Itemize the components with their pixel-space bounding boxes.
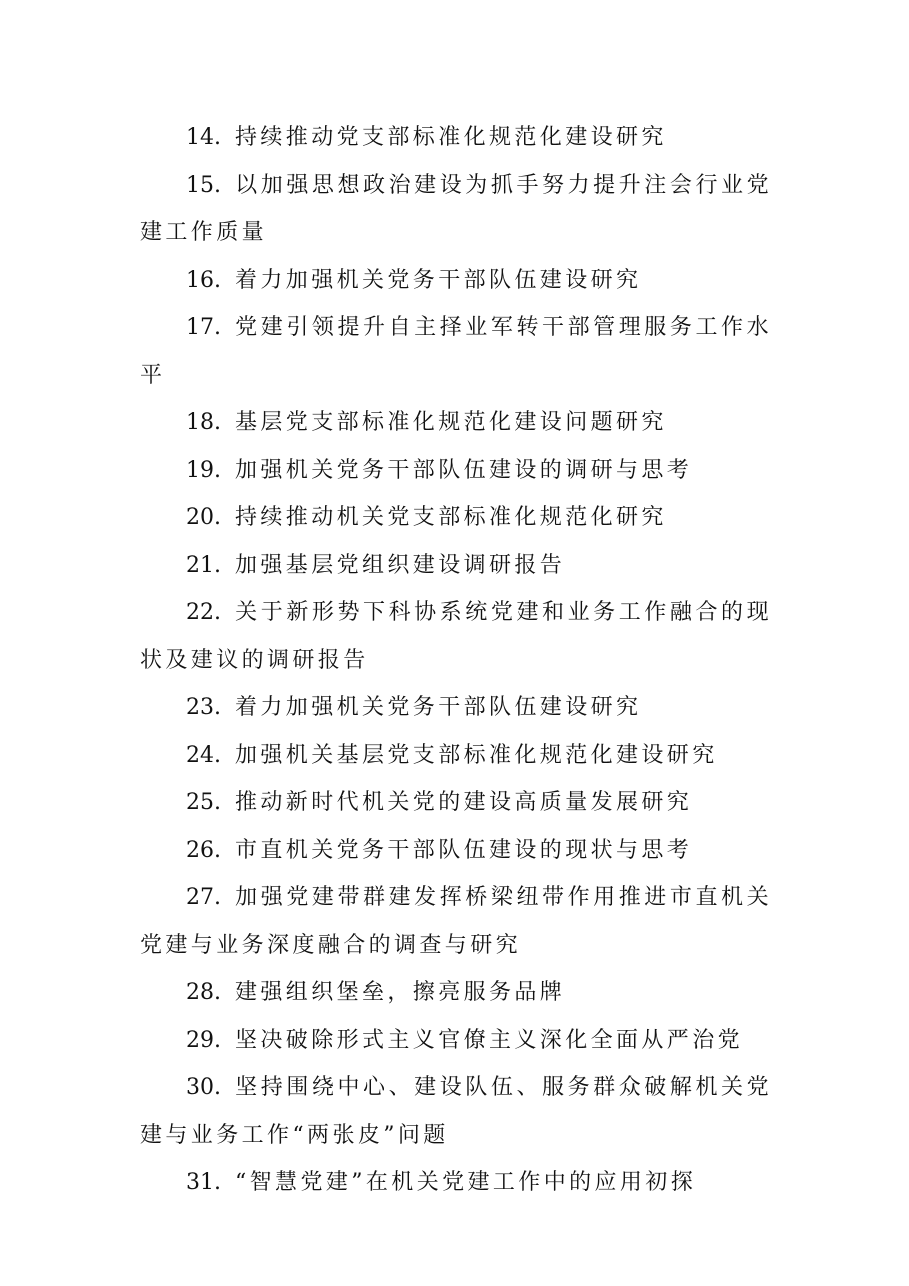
- list-item: [140, 162, 772, 257]
- item-text: 建强组织堡垒，擦亮服务品牌: [235, 980, 566, 1005]
- item-text: 着力加强机关党务干部队伍建设研究: [235, 695, 642, 720]
- list-item: [140, 874, 772, 969]
- item-number: 21.: [186, 552, 221, 578]
- list-item: [140, 589, 772, 684]
- item-text: 推动新时代机关党的建设高质量发展研究: [235, 790, 693, 815]
- item-number: 25.: [186, 790, 221, 815]
- item-number: 19.: [186, 457, 221, 483]
- item-text: 加强机关党务干部队伍建设的调研与思考: [235, 457, 693, 483]
- item-text: 市直机关党务干部队伍建设的现状与思考: [235, 837, 693, 863]
- item-number: 20.: [186, 505, 221, 530]
- item-number: 16.: [186, 267, 221, 293]
- item-text: 基层党支部标准化规范化建设问题研究: [235, 410, 667, 435]
- list-item: [140, 969, 772, 1017]
- item-text: 持续推动机关党支部标准化规范化研究: [235, 505, 667, 530]
- item-number: 31.: [186, 1170, 221, 1195]
- item-text: 加强基层党组织建设调研报告: [235, 552, 566, 578]
- item-text: 党建引领提升自主择业军转干部管理服务工作水平: [140, 315, 772, 388]
- item-number: 15.: [186, 172, 221, 198]
- list-item: [140, 257, 772, 305]
- list-item: [140, 1159, 772, 1207]
- item-number: 28.: [186, 980, 221, 1005]
- item-number: 14.: [186, 125, 221, 150]
- item-text: 以加强思想政治建设为抓手努力提升注会行业党建工作质量: [140, 172, 772, 245]
- item-text: “智慧党建”在机关党建工作中的应用初探: [235, 1170, 697, 1195]
- list-item: [140, 827, 772, 875]
- list-item: [140, 542, 772, 590]
- item-text: 持续推动党支部标准化规范化建设研究: [235, 125, 667, 150]
- item-text: 加强机关基层党支部标准化规范化建设研究: [235, 742, 718, 768]
- list-item: [140, 779, 772, 827]
- list-item: [140, 732, 772, 780]
- list-item: [140, 1017, 772, 1065]
- list-item: [140, 1064, 772, 1159]
- item-number: 29.: [186, 1027, 221, 1053]
- item-number: 23.: [186, 695, 221, 720]
- list-item: [140, 399, 772, 447]
- topic-list: [140, 114, 772, 1207]
- list-item: [140, 304, 772, 399]
- item-number: 27.: [186, 885, 221, 910]
- item-number: 24.: [186, 742, 221, 768]
- list-item: [140, 447, 772, 495]
- item-text: 加强党建带群建发挥桥梁纽带作用推进市直机关党建与业务深度融合的调查与研究: [140, 885, 772, 958]
- item-text: 关于新形势下科协系统党建和业务工作融合的现状及建议的调研报告: [140, 600, 772, 673]
- item-text: 坚决破除形式主义官僚主义深化全面从严治党: [235, 1027, 744, 1053]
- item-text: 坚持围绕中心、建设队伍、服务群众破解机关党建与业务工作“两张皮”问题: [140, 1075, 772, 1148]
- list-item: [140, 684, 772, 732]
- item-number: 30.: [186, 1075, 221, 1100]
- item-number: 17.: [186, 315, 221, 340]
- list-item: [140, 114, 772, 162]
- item-number: 26.: [186, 837, 221, 863]
- list-item: [140, 494, 772, 542]
- item-text: 着力加强机关党务干部队伍建设研究: [235, 267, 642, 293]
- item-number: 22.: [186, 600, 221, 625]
- item-number: 18.: [186, 410, 221, 435]
